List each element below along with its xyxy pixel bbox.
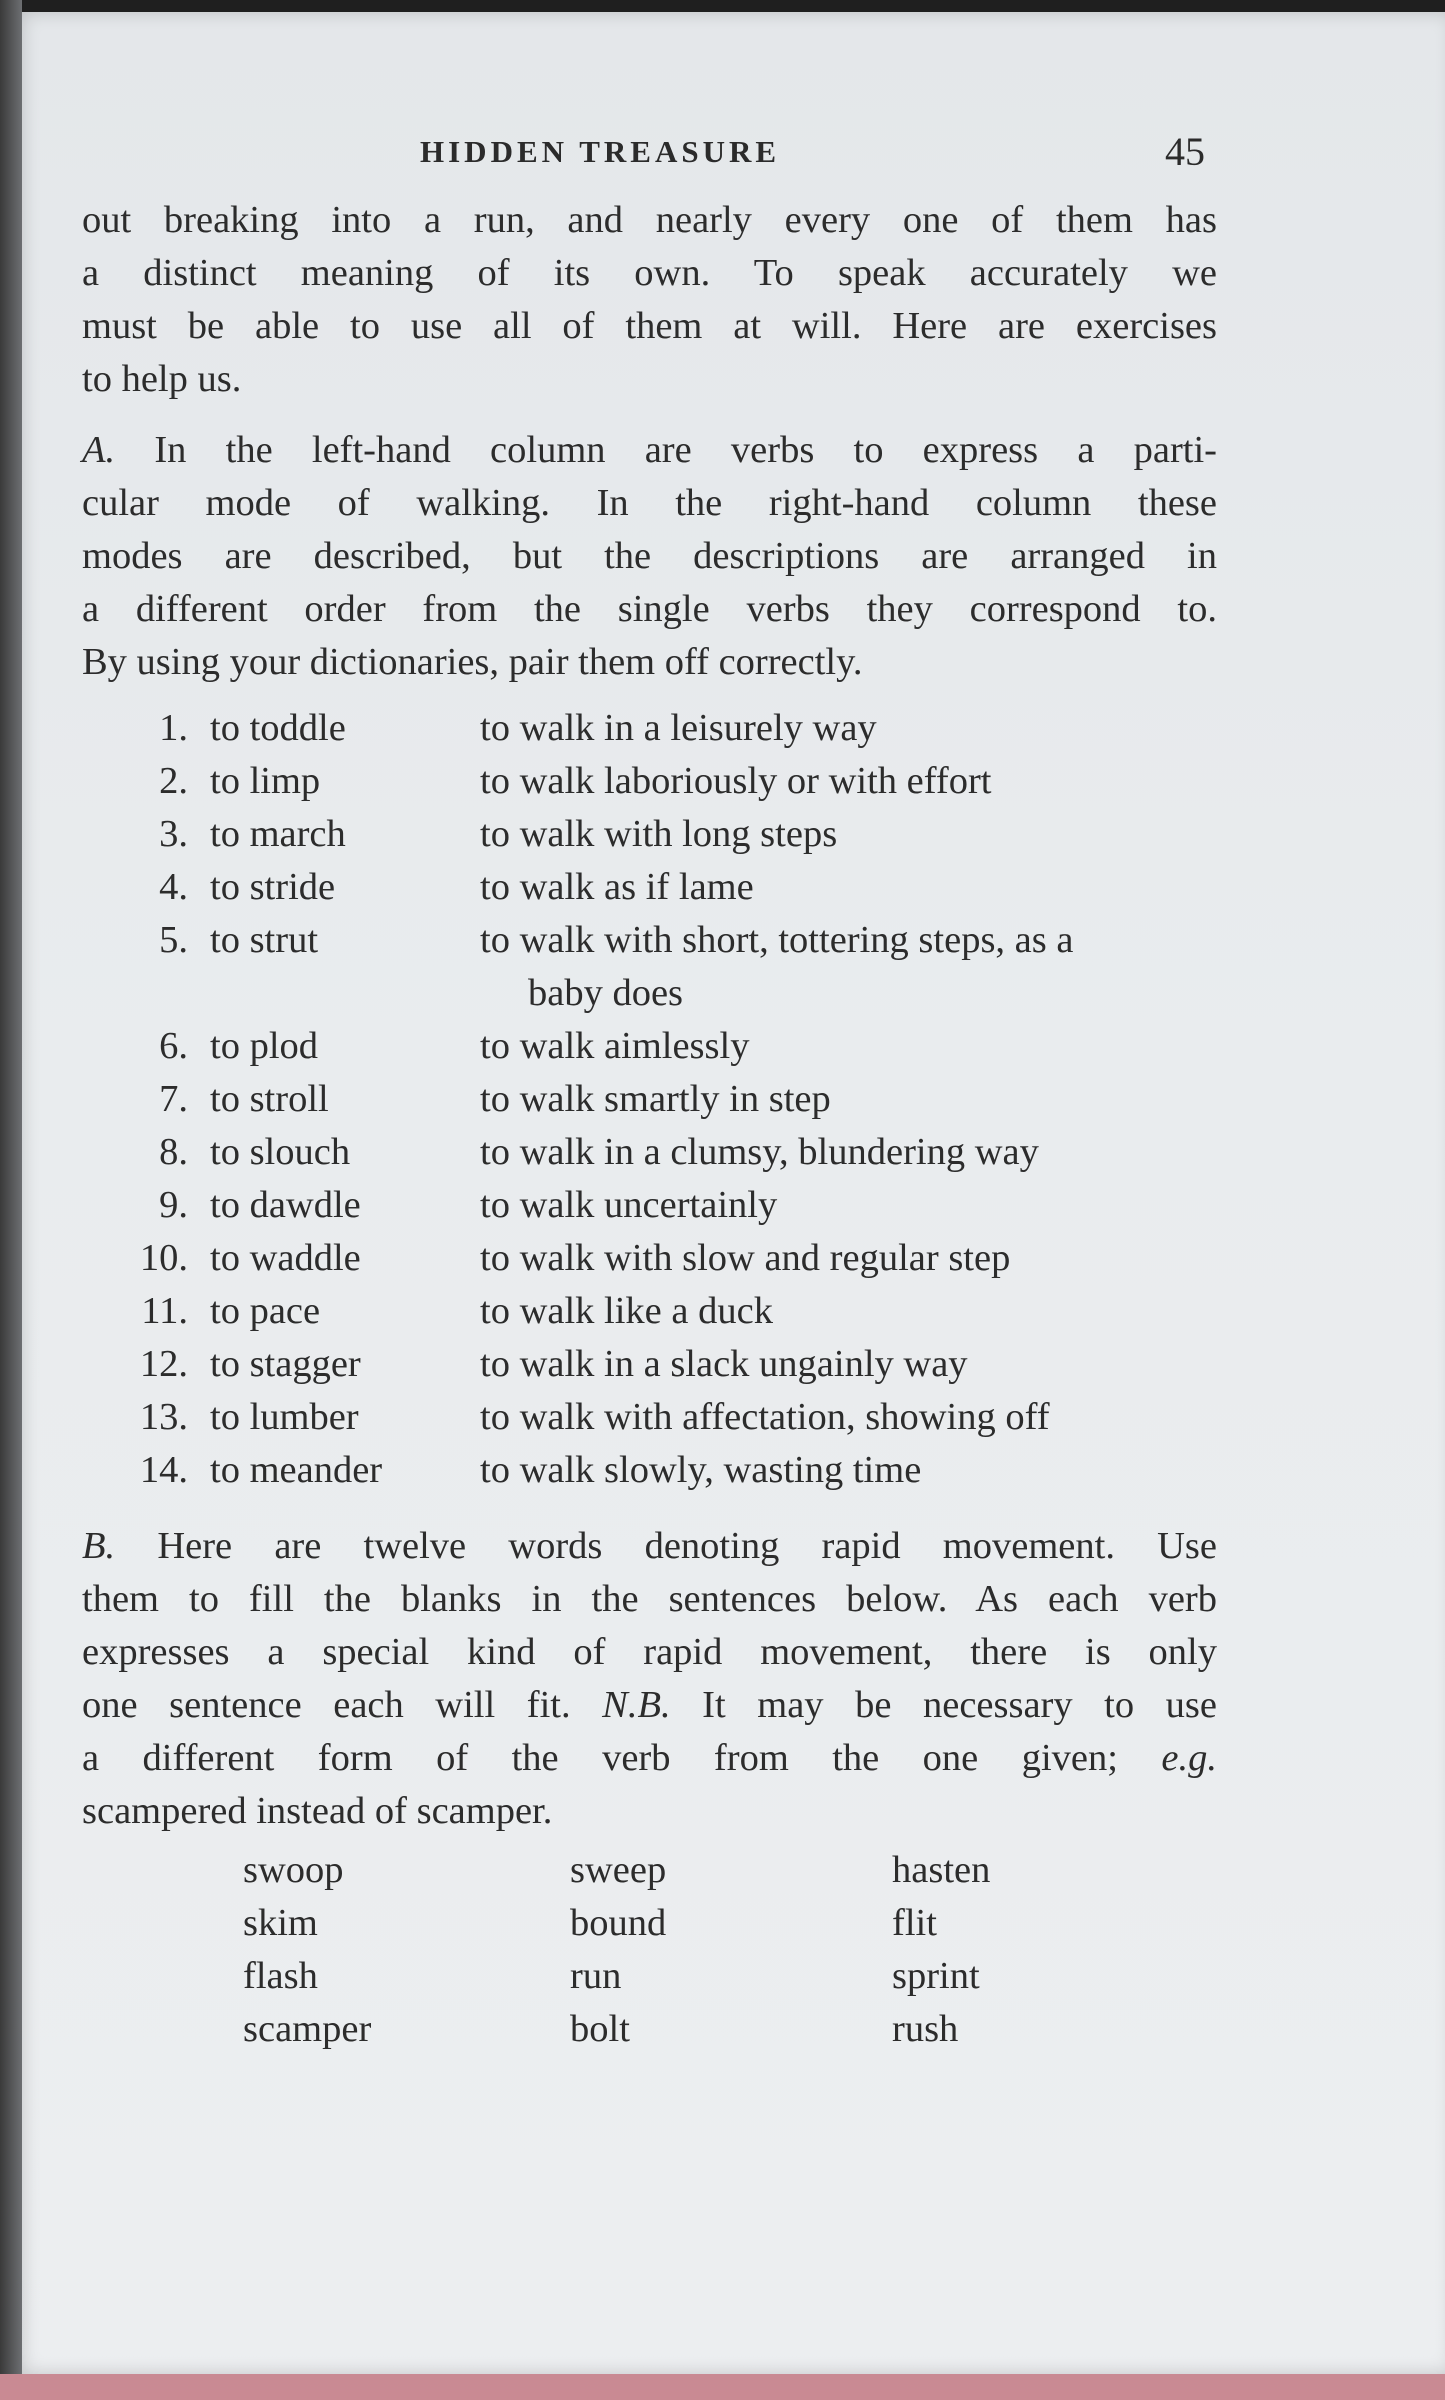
exercise-b-instructions <box>82 1520 1217 1838</box>
item-verb: to meander <box>210 1449 383 1491</box>
list-item-continuation <box>0 971 1445 1024</box>
item-number: 2. <box>159 760 188 802</box>
item-number: 14. <box>139 1449 188 1491</box>
word-item: flit <box>892 1902 937 1944</box>
item-verb: to dawdle <box>210 1184 361 1226</box>
intro-line-2: a distinct meaning of its own. To speak accurately we <box>82 252 1217 294</box>
item-verb: to lumber <box>210 1396 359 1438</box>
list-item <box>0 759 1445 812</box>
item-number: 10. <box>139 1237 188 1279</box>
word-item: bolt <box>570 2008 630 2050</box>
list-item <box>0 1342 1445 1395</box>
word-item: scamper <box>243 2008 372 2050</box>
list-item <box>0 812 1445 865</box>
exercise-b-line-5 <box>82 1732 1217 1785</box>
item-verb: to stride <box>210 866 336 908</box>
exercise-a-line-1 <box>82 424 1217 477</box>
item-description: to walk with slow and regular step <box>480 1237 1011 1279</box>
item-description: to walk with short, tottering steps, as a <box>480 919 1074 961</box>
item-number: 7. <box>159 1078 188 1120</box>
item-number: 6. <box>159 1025 188 1067</box>
list-item <box>0 1024 1445 1077</box>
item-description: to walk smartly in step <box>480 1078 831 1120</box>
list-item <box>0 865 1445 918</box>
nb-abbreviation: N.B. <box>602 1684 671 1726</box>
exercise-a-line-3: modes are described, but the descriptions are arranged in <box>82 535 1217 577</box>
list-item <box>0 1077 1445 1130</box>
list-item <box>0 1448 1445 1501</box>
item-description: to walk aimlessly <box>480 1025 750 1067</box>
exercise-a-line-1-text: In the left-hand column are verbs to express a parti- <box>154 429 1217 471</box>
item-description: to walk with affectation, showing off <box>480 1396 1050 1438</box>
exercise-b-line-3: expresses a special kind of rapid movement, there is only <box>82 1631 1217 1673</box>
item-verb: to pace <box>210 1290 321 1332</box>
item-description: to walk slowly, wasting time <box>480 1449 922 1491</box>
intro-line-1: out breaking into a run, and nearly every one of them has <box>82 199 1217 241</box>
item-verb: to toddle <box>210 707 346 749</box>
running-head-title: HIDDEN TREASURE <box>420 134 781 169</box>
exercise-b-line-6: scampered instead of scamper. <box>82 1790 553 1832</box>
list-item <box>0 1183 1445 1236</box>
item-verb: to slouch <box>210 1131 351 1173</box>
item-verb: to march <box>210 813 346 855</box>
item-number: 1. <box>159 707 188 749</box>
exercise-a-line-2: cular mode of walking. In the right-hand column these <box>82 482 1217 524</box>
exercise-a-label: A. <box>82 429 116 471</box>
item-verb: to strut <box>210 919 319 961</box>
exercise-a-line-5: By using your dictionaries, pair them off correctly. <box>82 641 863 683</box>
item-description: to walk with long steps <box>480 813 838 855</box>
exercise-b-line-1 <box>82 1520 1217 1573</box>
word-item: flash <box>243 1955 318 1997</box>
exercise-b-line-4 <box>82 1679 1217 1732</box>
item-description: to walk like a duck <box>480 1290 773 1332</box>
list-item <box>0 706 1445 759</box>
item-number: 8. <box>159 1131 188 1173</box>
item-verb: to stroll <box>210 1078 329 1120</box>
item-verb: to plod <box>210 1025 319 1067</box>
item-description: to walk uncertainly <box>480 1184 778 1226</box>
eg-abbreviation: e.g. <box>1161 1737 1217 1779</box>
word-item: rush <box>892 2008 959 2050</box>
word-item: skim <box>243 1902 318 1944</box>
item-number: 11. <box>141 1290 188 1332</box>
exercise-b-line-4-end: It may be necessary to use <box>702 1684 1218 1726</box>
item-verb: to waddle <box>210 1237 361 1279</box>
list-item <box>0 1236 1445 1289</box>
item-number: 9. <box>159 1184 188 1226</box>
exercise-b-line-4-start: one sentence each will fit. <box>82 1684 571 1726</box>
list-item <box>0 918 1445 971</box>
exercise-a-line-4: a different order from the single verbs they correspond to. <box>82 588 1217 630</box>
item-verb: to limp <box>210 760 321 802</box>
list-item <box>0 1289 1445 1342</box>
word-item: swoop <box>243 1849 344 1891</box>
intro-paragraph <box>82 194 1217 406</box>
page-number: 45 <box>1165 129 1205 174</box>
list-item <box>0 1130 1445 1183</box>
word-item: sprint <box>892 1955 980 1997</box>
word-item: run <box>570 1955 622 1997</box>
item-description: to walk in a leisurely way <box>480 707 877 749</box>
word-item: sweep <box>570 1849 667 1891</box>
intro-line-4: to help us. <box>82 358 242 400</box>
word-item: hasten <box>892 1849 991 1891</box>
exercise-b-line-5-start: a different form of the verb from the one given; <box>82 1737 1118 1779</box>
item-verb: to stagger <box>210 1343 361 1385</box>
item-description: to walk as if lame <box>480 866 754 908</box>
exercise-b-label: B. <box>82 1525 116 1567</box>
bottom-edge <box>0 2374 1445 2400</box>
exercise-b-line-1-text: Here are twelve words denoting rapid movement. Use <box>157 1525 1217 1567</box>
intro-line-3: must be able to use all of them at will. Here are exercises <box>82 305 1217 347</box>
item-number: 12. <box>139 1343 188 1385</box>
list-item <box>0 1395 1445 1448</box>
item-number: 3. <box>159 813 188 855</box>
word-item: bound <box>570 1902 667 1944</box>
item-description: to walk in a clumsy, blundering way <box>480 1131 1039 1173</box>
item-number: 13. <box>139 1396 188 1438</box>
item-description: to walk laboriously or with effort <box>480 760 992 802</box>
item-description-continuation: baby does <box>528 972 684 1014</box>
item-number: 5. <box>159 919 188 961</box>
exercise-b-line-2: them to fill the blanks in the sentences below. As each verb <box>82 1578 1217 1620</box>
item-description: to walk in a slack ungainly way <box>480 1343 968 1385</box>
exercise-a-instructions <box>82 424 1217 689</box>
item-number: 4. <box>159 866 188 908</box>
